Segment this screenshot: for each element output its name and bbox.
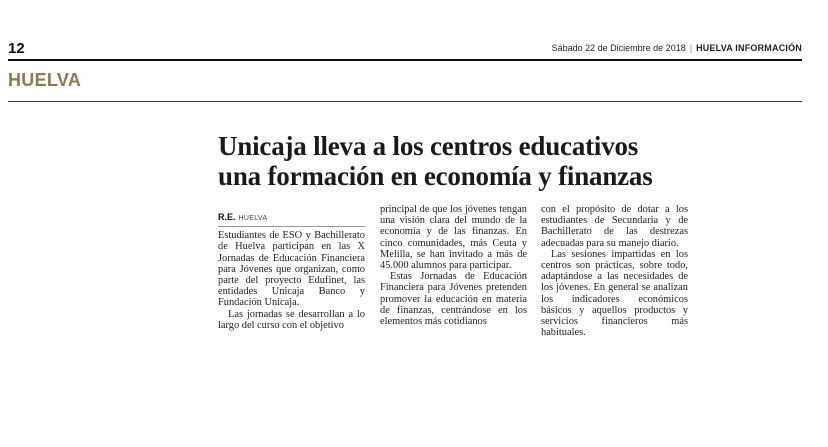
- byline-location: HUELVA: [238, 215, 268, 222]
- paragraph: Estudiantes de ESO y Bachillerato de Huelva participan en las X Jornadas de Educación Financiera para Jóvenes que organizan, como parte del proyecto Edufinet, las entidades Unicaja Banco y Fundación Unicaja.: [218, 230, 365, 309]
- article-column-1: [218, 212, 365, 331]
- paragraph: Las jornadas se desarrollan a lo largo del curso con el objetivo: [218, 308, 365, 331]
- article-body: [218, 204, 690, 354]
- section-label: HUELVA: [8, 70, 82, 90]
- paragraph: con el propósito de dotar a los estudiantes de Secundaria y de Bachillerato de las destrezas adecuadas para su manejo diario.: [541, 204, 688, 249]
- headline-line-1: Unicaja lleva a los centros educativos: [218, 131, 639, 161]
- paragraph: Las sesiones impartidas en los centros son prácticas, sobre todo, adaptándose a las necesidades de los jóvenes. En general se analizan los indicadores económicos básicos y aquellos productos y servicios financieros más habituales.: [541, 248, 688, 339]
- byline-rule: [218, 226, 365, 227]
- paragraph: principal de que los jóvenes tengan una visión clara del mundo de la economía y de las finanzas. En cinco comunidades, más Ceuta y Melilla, se han invitado a más de 45.000 alumnos para participar.: [380, 204, 527, 272]
- paragraph: Estas Jornadas de Educación Financiera para Jóvenes pretenden promover la educación en materia de finanzas, centrándose en los elementos más cotidianos: [380, 271, 527, 328]
- section-rule: [8, 101, 802, 102]
- article-column-3: [541, 204, 688, 338]
- publication-name: HUELVA INFORMACIÓN: [696, 43, 802, 53]
- article-headline: [218, 131, 708, 191]
- page-header: [8, 38, 802, 58]
- byline: [218, 212, 365, 224]
- issue-date: Sábado 22 de Diciembre de 2018: [551, 43, 686, 53]
- article-column-2: [380, 204, 527, 327]
- dateline: [552, 43, 802, 53]
- headline-line-2: una formación en economía y finanzas: [218, 161, 653, 191]
- header-separator: |: [689, 43, 693, 53]
- page-number: 12: [8, 40, 25, 57]
- header-rule: [8, 59, 802, 61]
- byline-author: R.E.: [218, 212, 236, 222]
